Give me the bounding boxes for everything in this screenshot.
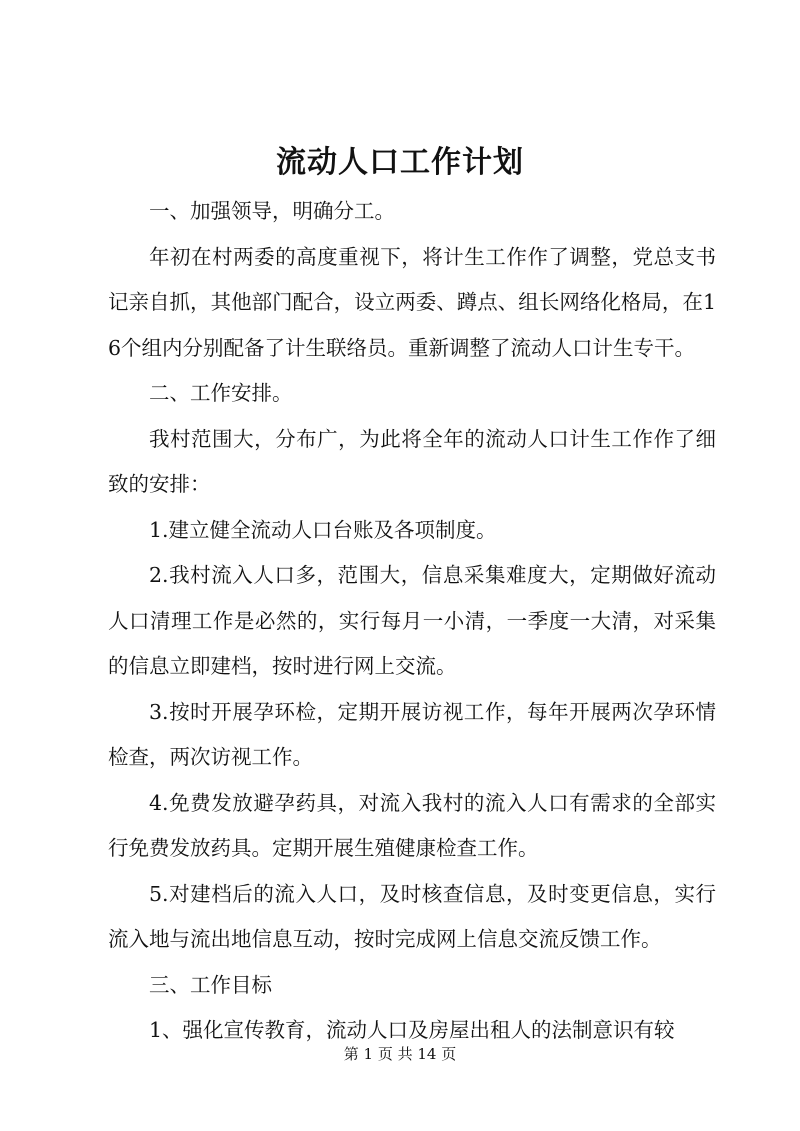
list-item-5: 5.对建档后的流入人口，及时核查信息，及时变更信息，实行流入地与流出地信息互动，按时完成网上信息交流反馈工作。 [108, 881, 716, 951]
paragraph: 年初在村两委的高度重视下，将计生工作作了调整，党总支书记亲自抓，其他部门配合，设立两委、蹲点、组长网络化格局，在16个组内分别配备了计生联络员。重新调整了流动人口计生专干。 [108, 244, 716, 360]
list-item-4: 4.免费发放避孕药具，对流入我村的流入人口有需求的全部实行免费发放药具。定期开展生殖健康检查工作。 [108, 790, 716, 860]
section-heading-3: 三、工作目标 [149, 972, 272, 997]
paragraph: 我村范围大，分布广，为此将全年的流动人口计生工作作了细致的安排： [108, 426, 716, 496]
list-item-2: 2.我村流入人口多，范围大，信息采集难度大，定期做好流动人口清理工作是必然的，实行每月一小清，一季度一大清，对采集的信息立即建档，按时进行网上交流。 [108, 563, 716, 678]
section-heading-2: 二、工作安排。 [149, 381, 293, 405]
section-heading-1: 一、加强领导，明确分工。 [149, 199, 395, 223]
list-item-1: 1.建立健全流动人口台账及各项制度。 [149, 517, 497, 542]
document-title: 流动人口工作计划 [276, 145, 524, 180]
document-body [108, 189, 716, 1054]
paragraph: 1、强化宣传教育，流动人口及房屋出租人的法制意识有较 [149, 1018, 675, 1042]
page-footer: 第 1 页 共 14 页 [343, 1045, 457, 1063]
list-item-3: 3.按时开展孕环检，定期开展访视工作，每年开展两次孕环情检查，两次访视工作。 [108, 699, 716, 769]
